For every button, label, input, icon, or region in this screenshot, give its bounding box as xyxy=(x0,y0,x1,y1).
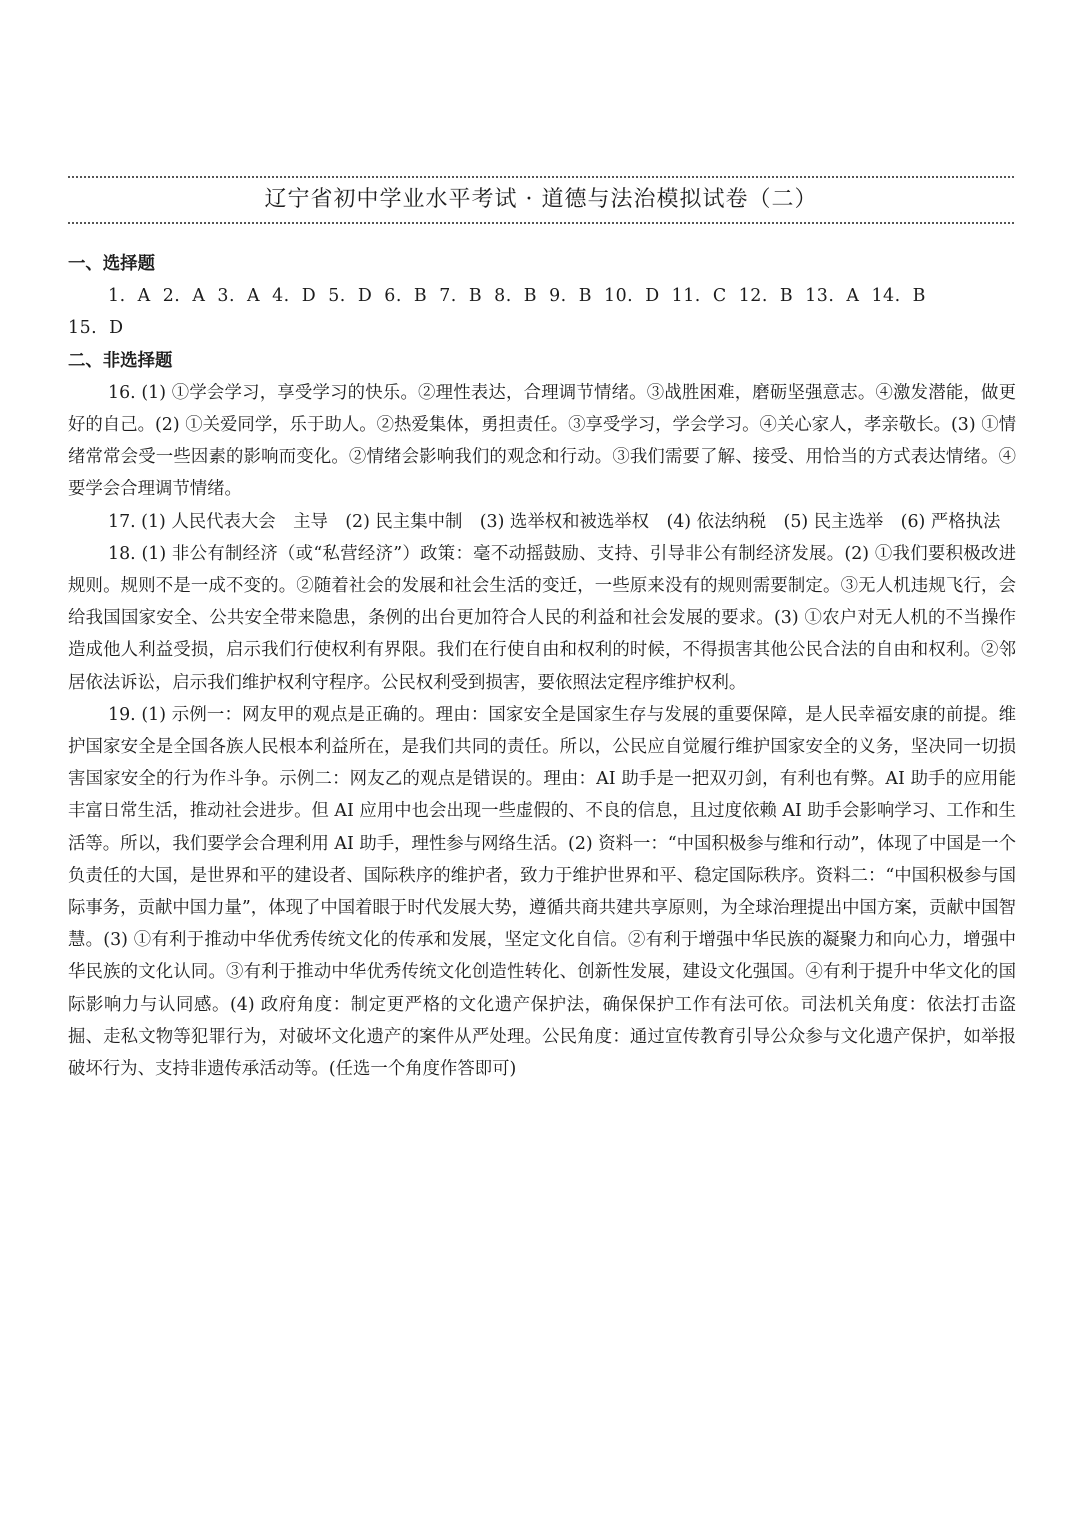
answer-question-17: 17. (1) 人民代表大会 主导 (2) 民主集中制 (3) 选举权和被选举权 (4) 依法纳税 (5) 民主选举 (6) 严格执法 xyxy=(108,511,1001,532)
answer-question-18: 18. (1) 非公有制经济（或“私营经济”）政策：毫不动摇鼓励、支持、引导非公有制经济发展。(2) ①我们要积极改进规则。规则不是一成不变的。②随着社会的发展和社会生活的变迁，一些原来没有的规则需要制定。③无人机违规飞行，会给我国国家安全、公共安全带来隐患，条例的出台更加符合人民的利益和社会发展的要求。(3) ①农户对无人机的不当操作造成他人利益受损，启示我们行使权利有界限。我们在行使自由和权利的时候，不得损害其他公民合法的自由和权利。②邻居依法诉讼，启示我们维护权利守程序。公民权利受到损害，要依照法定程序维护权利。 xyxy=(68,543,1016,693)
multiple-choice-answers-line-2: 15. D xyxy=(68,318,124,339)
multiple-choice-answers-line-1: 1. A 2. A 3. A 4. D 5. D 6. B 7. B 8. B 9. B 10. D 11. C 12. B 13. A 14. B xyxy=(108,286,926,307)
answer-question-19: 19. (1) 示例一：网友甲的观点是正确的。理由：国家安全是国家生存与发展的重要保障，是人民幸福安康的前提。维护国家安全是全国各族人民根本利益所在，是我们共同的责任。所以，公民应自觉履行维护国家安全的义务，坚决同一切损害国家安全的行为作斗争。示例二：网友乙的观点是错误的。理由：AI 助手是一把双刃剑，有利也有弊。AI 助手的应用能丰富日常生活，推动社会进步。但 AI 应用中也会出现一些虚假的、不良的信息，且过度依赖 AI 助手会影响学习、工作和生活等。所以，我们要学会合理利用 AI 助手，理性参与网络生活。(2) 资料一：“中国积极参与维和行动”，体现了中国是一个负责任的大国，是世界和平的建设者、国际秩序的维护者，致力于维护世界和平、稳定国际秩序。资料二：“中国积极参与国际事务，贡献中国力量”，体现了中国着眼于时代发展大势，遵循共商共建共享原则，为全球治理提出中国方案，贡献中国智慧。(3) ①有利于推动中华优秀传统文化的传承和发展，坚定文化自信。②有利于增强中华民族的凝聚力和向心力，增强中华民族的文化认同。③有利于推动中华优秀传统文化创造性转化、创新性发展，建设文化强国。④有利于提升中华文化的国际影响力与认同感。(4) 政府角度：制定更严格的文化遗产保护法，确保保护工作有法可依。司法机关角度：依法打击盗掘、走私文物等犯罪行为，对破坏文化遗产的案件从严处理。公民角度：通过宣传教育引导公众参与文化遗产保护，如举报破坏行为、支持非遗传承活动等。(任选一个角度作答即可) xyxy=(68,704,1016,1080)
section-heading-non-multiple-choice: 二、非选择题 xyxy=(68,350,173,371)
page-title: 辽宁省初中学业水平考试 · 道德与法治模拟试卷（二） xyxy=(264,187,818,212)
answer-question-16: 16. (1) ①学会学习，享受学习的快乐。②理性表达，合理调节情绪。③战胜困难，磨砺坚强意志。④激发潜能，做更好的自己。(2) ①关爱同学，乐于助人。②热爱集体，勇担责任。③享受学习，学会学习。④关心家人，孝亲敬长。(3) ①情绪常常会受一些因素的影响而变化。②情绪会影响我们的观念和行动。③我们需要了解、接受、用恰当的方式表达情绪。④要学会合理调节情绪。 xyxy=(68,382,1016,500)
section-heading-multiple-choice: 一、选择题 xyxy=(68,254,155,274)
title-top-dotted-rule xyxy=(68,176,1014,178)
answer-content xyxy=(68,248,1016,1085)
title-bottom-dotted-rule xyxy=(68,222,1014,224)
